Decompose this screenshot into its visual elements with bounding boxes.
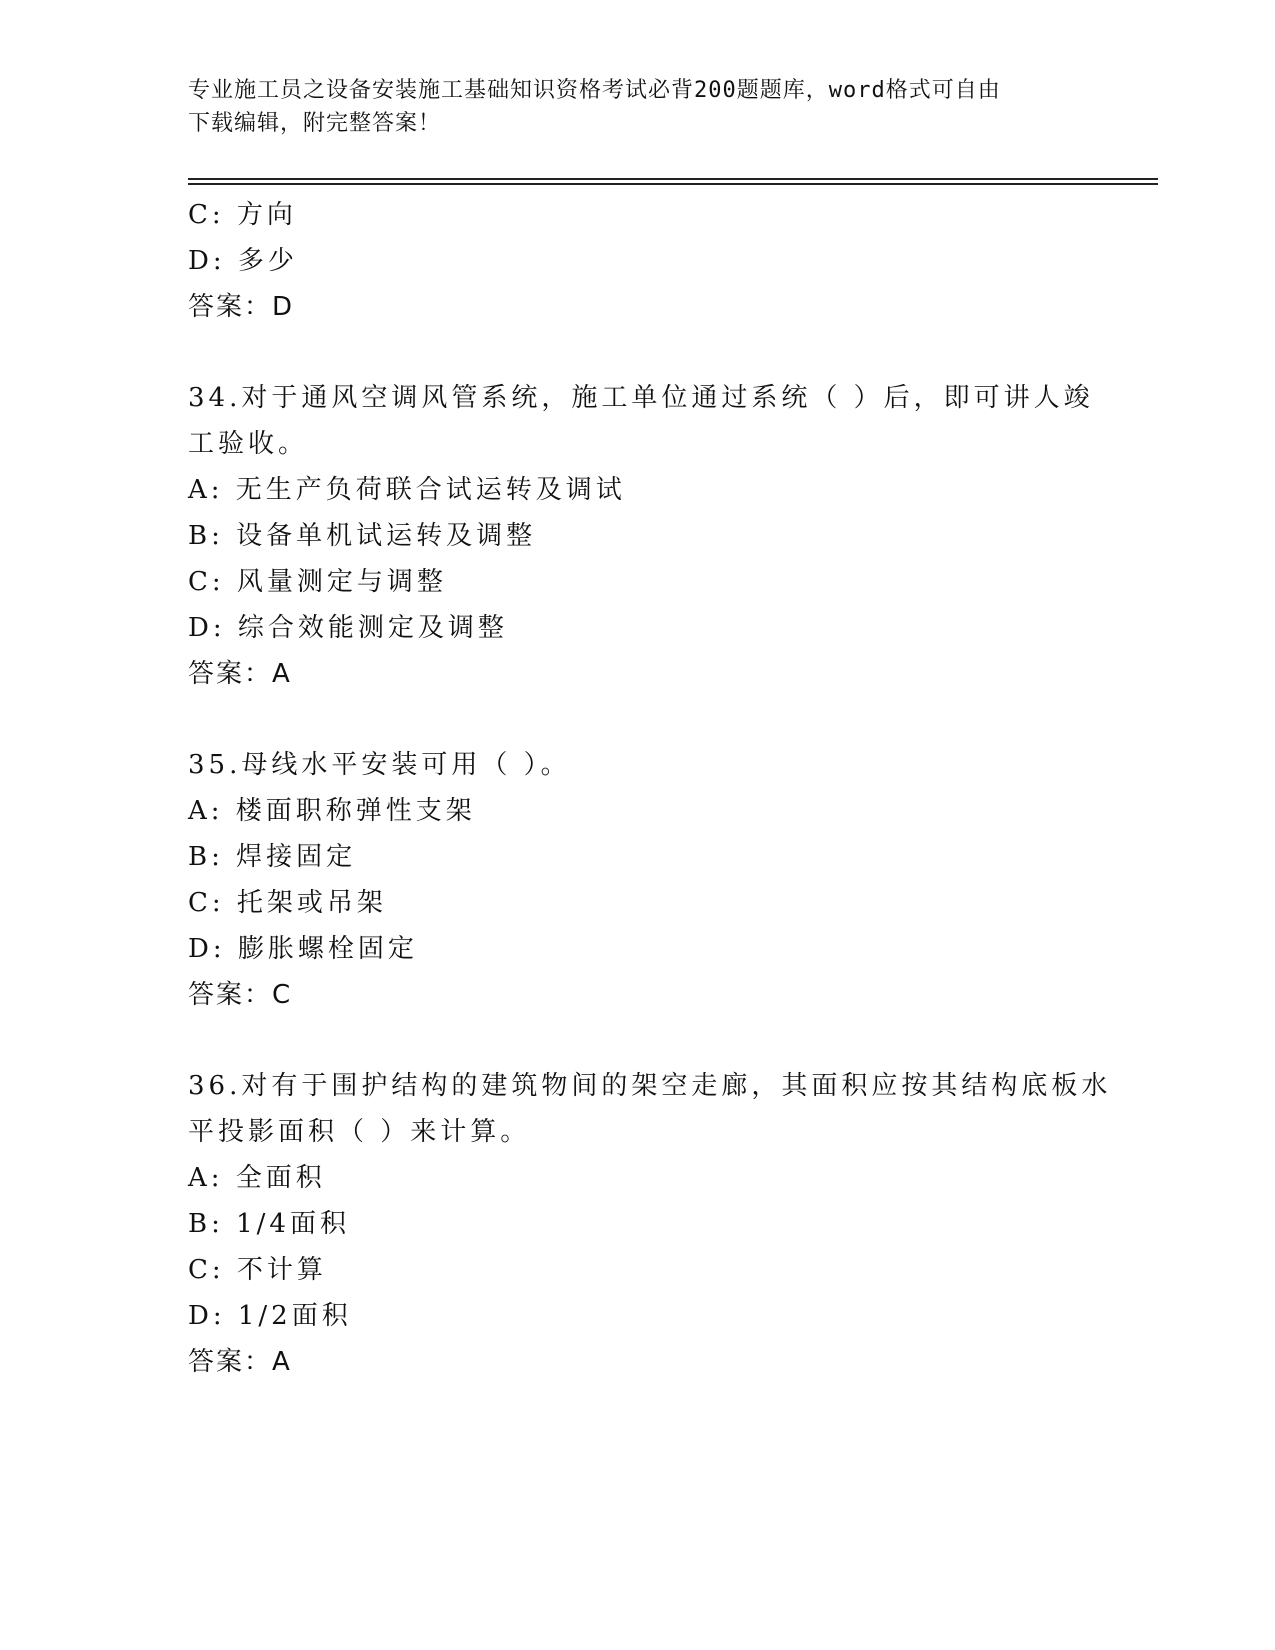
header-divider-top <box>188 178 1158 180</box>
question-block-35 <box>188 742 1088 1018</box>
header-line-2: 下载编辑，附完整答案！ <box>188 111 442 136</box>
question-stem: 36.对有于围护结构的建筑物间的架空走廊，其面积应按其结构底板水 <box>188 1071 1112 1101</box>
option-c: C: 不计算 <box>188 1255 327 1285</box>
option-c: C: 方向 <box>188 200 297 230</box>
question-block-34 <box>188 375 1094 697</box>
answer-line: 答案：A <box>188 1347 292 1377</box>
answer-line: 答案：A <box>188 659 292 689</box>
option-b: B: 焊接固定 <box>188 842 357 872</box>
document-header <box>188 74 1068 140</box>
answer-line: 答案：C <box>188 980 293 1010</box>
option-b: B: 设备单机试运转及调整 <box>188 521 537 551</box>
answer-line: 答案：D <box>188 292 295 322</box>
option-d: D: 膨胀螺栓固定 <box>188 934 418 964</box>
option-d: D: 1/2面积 <box>188 1301 352 1331</box>
option-c: C: 托架或吊架 <box>188 888 387 918</box>
header-divider-bottom <box>188 183 1158 185</box>
question-stem: 35.母线水平安装可用（ ）。 <box>188 750 571 780</box>
option-b: B: 1/4面积 <box>188 1209 350 1239</box>
question-list <box>188 192 1112 1385</box>
option-a: A: 楼面职称弹性支架 <box>188 796 476 826</box>
header-line-1: 专业施工员之设备安装施工基础知识资格考试必背200题题库，word格式可自由 <box>188 78 1001 103</box>
option-d: D: 多少 <box>188 246 298 276</box>
question-stem: 34.对于通风空调风管系统，施工单位通过系统（ ）后，即可讲人竣 <box>188 383 1094 413</box>
option-a: A: 无生产负荷联合试运转及调试 <box>188 475 626 505</box>
question-stem-continued: 平投影面积（ ）来计算。 <box>188 1117 531 1147</box>
option-c: C: 风量测定与调整 <box>188 567 447 597</box>
question-block-36 <box>188 1063 1112 1385</box>
option-d: D: 综合效能测定及调整 <box>188 613 508 643</box>
question-block-33-continued <box>188 192 1088 330</box>
option-a: A: 全面积 <box>188 1163 326 1193</box>
question-stem-continued: 工验收。 <box>188 429 309 459</box>
